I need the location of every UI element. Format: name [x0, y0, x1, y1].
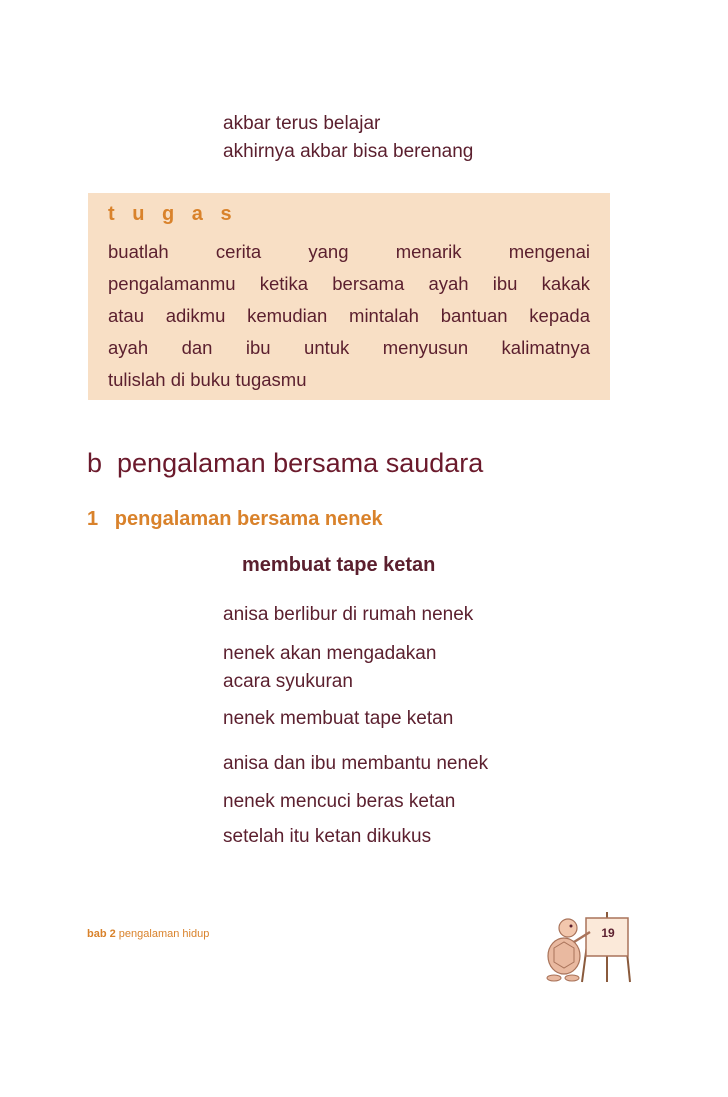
task-line: ayah dan ibu untuk menyusun kalimatnya: [108, 337, 590, 358]
story-line: akhirnya akbar bisa berenang: [223, 141, 474, 162]
task-title: t u g a s: [108, 203, 238, 225]
story-line: setelah itu ketan dikukus: [223, 826, 432, 847]
story-line: nenek akan mengadakan: [223, 643, 437, 664]
page-number: 19: [601, 926, 615, 940]
task-line: atau adikmu kemudian mintalah bantuan kepada: [108, 305, 590, 326]
task-line: pengalamanmu ketika bersama ayah ibu kakak: [108, 273, 590, 294]
footer-chapter: [87, 928, 209, 940]
story-line: nenek mencuci beras ketan: [223, 791, 456, 812]
task-line: tulislah di buku tugasmu: [108, 369, 307, 390]
turtle-easel-icon: [538, 902, 638, 984]
story-line: anisa dan ibu membantu nenek: [223, 753, 489, 774]
story-line: nenek membuat tape ketan: [223, 708, 454, 729]
story-line: akbar terus belajar: [223, 113, 381, 134]
subsection-heading: 1 pengalaman bersama nenek: [87, 508, 383, 530]
chapter-title: pengalaman hidup: [118, 928, 210, 940]
chapter-number: bab 2: [87, 928, 116, 940]
turtle-easel-illustration: [538, 902, 638, 984]
section-heading: b pengalaman bersama saudara: [87, 448, 484, 478]
story-line: acara syukuran: [223, 671, 353, 692]
story-title: membuat tape ketan: [242, 554, 436, 576]
task-line: buatlah cerita yang menarik mengenai: [108, 241, 590, 262]
story-line: anisa berlibur di rumah nenek: [223, 604, 474, 625]
